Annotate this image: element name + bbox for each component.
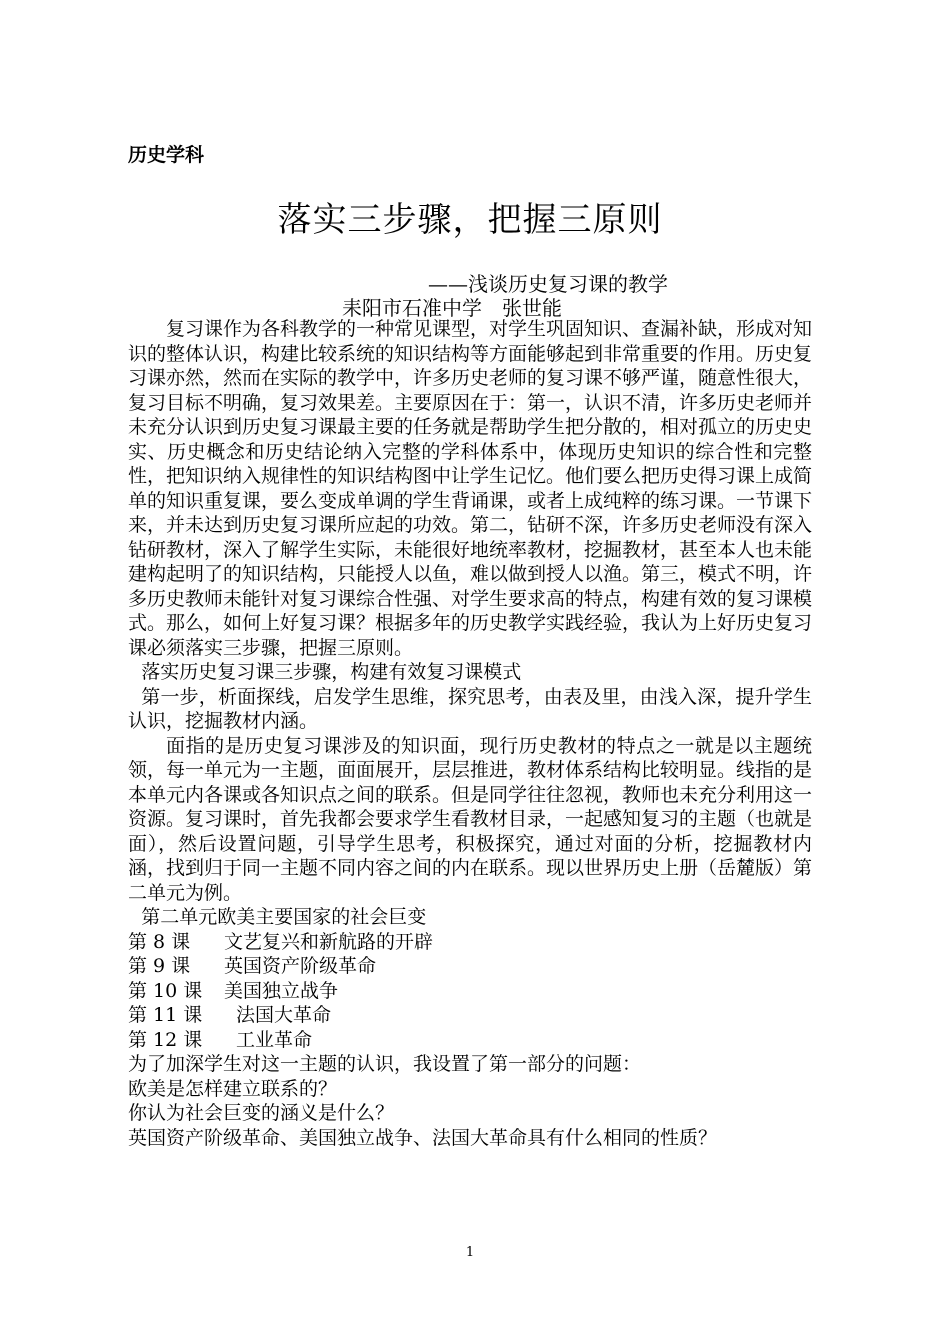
lesson-list	[128, 930, 812, 1053]
question-3: 英国资产阶级革命、美国独立战争、法国大革命具有什么相同的性质？	[128, 1126, 718, 1149]
lesson-name: 法国大革命	[236, 1004, 332, 1026]
lesson-name: 文艺复兴和新航路的开辟	[224, 930, 434, 953]
section-heading: 落实历史复习课三步骤，构建有效复习课模式	[141, 661, 522, 683]
explanation-paragraph: 面指的是历史复习课涉及的知识面，现行历史教材的特点之一就是以主题统领，每一单元为一主题，面面展开，层层推进，教材体系结构比较明显。线指的是本单元内各课或各知识点之间的联系。但是同学往往忽视，教师也未充分利用这一资源。复习课时，首先我都会要求学生看教材目录，一起感知复习的主题（也就是面），然后设置问题，引导学生思考，积极探究，通过对面的分析，挖掘教材内涵，找到归于同一主题不同内容之间的内在联系。现以世界历史上册（岳麓版）第二单元为例。	[128, 734, 813, 904]
lesson-name: 工业革命	[236, 1028, 313, 1051]
article-subtitle: ——浅谈历史复习课的教学	[428, 272, 668, 296]
question-1: 欧美是怎样建立联系的？	[128, 1077, 338, 1100]
lesson-number: 第 12 课	[128, 1028, 203, 1051]
questions-lead: 为了加深学生对这一主题的认识，我设置了第一部分的问题：	[128, 1053, 642, 1075]
lesson-item	[128, 979, 812, 1004]
lesson-item	[128, 1028, 812, 1053]
lesson-item	[128, 930, 812, 955]
step-one-paragraph: 第一步，析面探线，启发学生思维，探究思考，由表及里，由浅入深，提升学生认识，挖掘教材内涵。	[128, 685, 812, 732]
article-author: 耒阳市石准中学 张世能	[342, 296, 562, 320]
lesson-item	[128, 1003, 812, 1028]
lesson-item	[128, 954, 812, 979]
lesson-number: 第 10 课	[128, 979, 203, 1002]
intro-paragraph: 复习课作为各科教学的一种常见课型，对学生巩固知识、查漏补缺，形成对知识的整体认识，构建比较系统的知识结构等方面能够起到非常重要的作用。历史复习课亦然，然而在实际的教学中，许多历史老师的复习课不够严谨，随意性很大，复习目标不明确，复习效果差。主要原因在于：第一，认识不清，许多历史老师并未充分认识到历史复习课最主要的任务就是帮助学生把分散的，相对孤立的历史史实、历史概念和历史结论纳入完整的学科体系中，体现历史知识的综合性和完整性，把知识纳入规律性的知识结构图中让学生记忆。他们要么把历史得习课上成简单的知识重复课，要么变成单调的学生背诵课，或者上成纯粹的练习课。一节课下来，并未达到历史复习课所应起的功效。第二，钻研不深，许多历史老师没有深入钻研教材，深入了解学生实际，未能很好地统率教材，挖掘教材，甚至本人也未能建构起明了的知识结构，只能授人以鱼，难以做到授人以渔。第三，模式不明，许多历史教师未能针对复习课综合性强、对学生要求高的特点，构建有效的复习课模式。那么，如何上好复习课？根据多年的历史教学实践经验，我认为上好历史复习课必须落实三步骤，把握三原则。	[128, 318, 813, 659]
question-2: 你认为社会巨变的涵义是什么？	[128, 1102, 395, 1124]
subject-label: 历史学科	[128, 144, 205, 166]
article-title: 落实三步骤，把握三原则	[277, 200, 663, 240]
lesson-number: 第 11 课	[128, 1004, 203, 1026]
lesson-name: 英国资产阶级革命	[224, 955, 377, 977]
article-body	[128, 317, 812, 1150]
lesson-number: 第 8 课	[128, 930, 191, 953]
lesson-name: 美国独立战争	[224, 979, 339, 1002]
lesson-number: 第 9 课	[128, 955, 191, 977]
unit-title: 第二单元欧美主要国家的社会巨变	[141, 906, 427, 928]
page-number: 1	[465, 1245, 475, 1260]
